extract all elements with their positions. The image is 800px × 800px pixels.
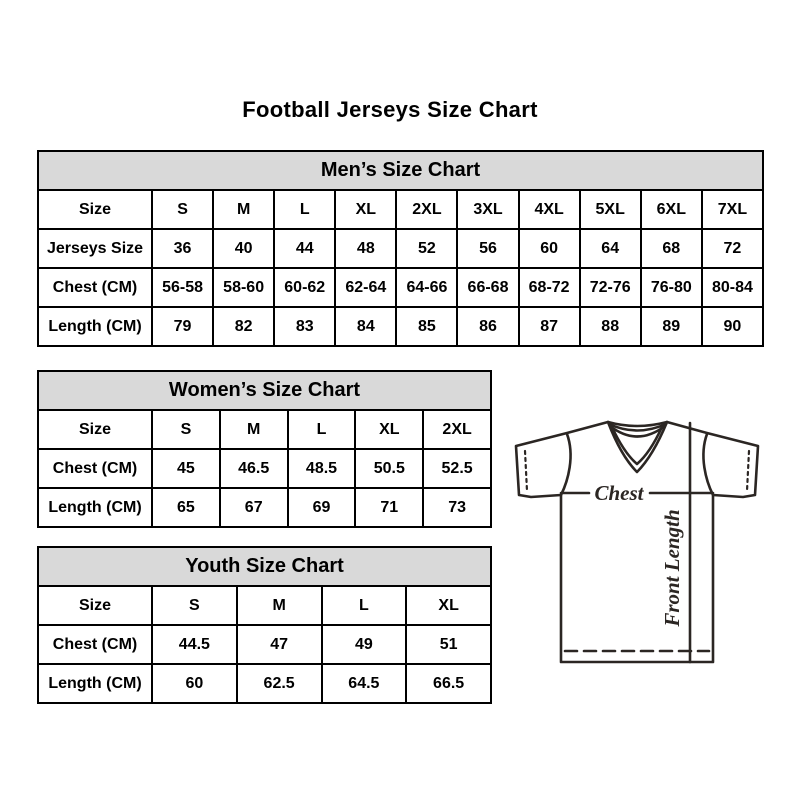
- youth-table-body: [38, 586, 491, 703]
- size-value-cell: 2XL: [396, 190, 457, 229]
- jersey-outline-graphic: [502, 411, 772, 681]
- row-label: Chest (CM): [38, 449, 152, 488]
- size-value-cell: XL: [406, 586, 491, 625]
- size-value-cell: 36: [152, 229, 213, 268]
- size-value-cell: 64: [580, 229, 641, 268]
- womens-table-title: Women’s Size Chart: [38, 371, 491, 410]
- size-value-cell: 58-60: [213, 268, 274, 307]
- size-value-cell: XL: [355, 410, 423, 449]
- womens-size-table: [37, 370, 492, 528]
- front-length-measure-label: Front Length: [660, 509, 684, 627]
- size-value-cell: 76-80: [641, 268, 702, 307]
- size-value-cell: 48: [335, 229, 396, 268]
- size-value-cell: 40: [213, 229, 274, 268]
- table-row: [38, 268, 763, 307]
- size-value-cell: 48.5: [288, 449, 356, 488]
- size-value-cell: L: [288, 410, 356, 449]
- table-header-row: [38, 151, 763, 190]
- table-header-row: [38, 547, 491, 586]
- youth-table-title: Youth Size Chart: [38, 547, 491, 586]
- size-value-cell: 72: [702, 229, 763, 268]
- size-value-cell: 56: [457, 229, 518, 268]
- size-value-cell: 87: [519, 307, 580, 346]
- table-header-row: [38, 371, 491, 410]
- row-label: Chest (CM): [38, 268, 152, 307]
- jersey-body-outline: [516, 422, 758, 662]
- size-value-cell: S: [152, 410, 220, 449]
- size-value-cell: 6XL: [641, 190, 702, 229]
- size-value-cell: 64.5: [322, 664, 407, 703]
- size-value-cell: 46.5: [220, 449, 288, 488]
- size-value-cell: S: [152, 586, 237, 625]
- size-value-cell: 52.5: [423, 449, 491, 488]
- size-value-cell: 66.5: [406, 664, 491, 703]
- size-value-cell: 66-68: [457, 268, 518, 307]
- table-row: [38, 488, 491, 527]
- size-value-cell: 62.5: [237, 664, 322, 703]
- size-value-cell: 2XL: [423, 410, 491, 449]
- row-label: Length (CM): [38, 664, 152, 703]
- size-value-cell: M: [237, 586, 322, 625]
- size-value-cell: 80-84: [702, 268, 763, 307]
- size-value-cell: 83: [274, 307, 335, 346]
- chest-measure-label: Chest: [594, 481, 644, 505]
- jersey-measurement-diagram: [502, 411, 772, 681]
- mens-table-body: [38, 190, 763, 346]
- size-value-cell: 60: [519, 229, 580, 268]
- size-value-cell: L: [322, 586, 407, 625]
- size-value-cell: 90: [702, 307, 763, 346]
- page-title: Football Jerseys Size Chart: [242, 97, 538, 122]
- row-label: Length (CM): [38, 488, 152, 527]
- row-label: Jerseys Size: [38, 229, 152, 268]
- size-value-cell: 52: [396, 229, 457, 268]
- table-row: [38, 410, 491, 449]
- size-value-cell: 7XL: [702, 190, 763, 229]
- size-value-cell: 73: [423, 488, 491, 527]
- size-value-cell: 69: [288, 488, 356, 527]
- size-value-cell: 82: [213, 307, 274, 346]
- size-value-cell: 86: [457, 307, 518, 346]
- size-value-cell: M: [220, 410, 288, 449]
- size-value-cell: XL: [335, 190, 396, 229]
- size-value-cell: 3XL: [457, 190, 518, 229]
- size-value-cell: M: [213, 190, 274, 229]
- size-value-cell: 45: [152, 449, 220, 488]
- size-value-cell: 51: [406, 625, 491, 664]
- size-value-cell: 72-76: [580, 268, 641, 307]
- size-value-cell: 47: [237, 625, 322, 664]
- table-row: [38, 190, 763, 229]
- youth-size-table: [37, 546, 492, 704]
- size-value-cell: 50.5: [355, 449, 423, 488]
- size-value-cell: S: [152, 190, 213, 229]
- table-row: [38, 664, 491, 703]
- size-value-cell: 88: [580, 307, 641, 346]
- size-value-cell: 71: [355, 488, 423, 527]
- table-row: [38, 229, 763, 268]
- row-label: Length (CM): [38, 307, 152, 346]
- size-value-cell: 5XL: [580, 190, 641, 229]
- size-value-cell: 65: [152, 488, 220, 527]
- row-label: Size: [38, 586, 152, 625]
- mens-size-table: [37, 150, 764, 347]
- row-label: Size: [38, 190, 152, 229]
- size-value-cell: 89: [641, 307, 702, 346]
- size-value-cell: 68-72: [519, 268, 580, 307]
- size-value-cell: 67: [220, 488, 288, 527]
- size-value-cell: 60-62: [274, 268, 335, 307]
- table-row: [38, 586, 491, 625]
- size-value-cell: 64-66: [396, 268, 457, 307]
- size-value-cell: 84: [335, 307, 396, 346]
- size-value-cell: 60: [152, 664, 237, 703]
- womens-table-body: [38, 410, 491, 527]
- row-label: Size: [38, 410, 152, 449]
- table-row: [38, 625, 491, 664]
- size-value-cell: 56-58: [152, 268, 213, 307]
- size-value-cell: 4XL: [519, 190, 580, 229]
- table-row: [38, 449, 491, 488]
- row-label: Chest (CM): [38, 625, 152, 664]
- size-value-cell: 44: [274, 229, 335, 268]
- size-value-cell: 49: [322, 625, 407, 664]
- size-value-cell: 62-64: [335, 268, 396, 307]
- mens-table-title: Men’s Size Chart: [38, 151, 763, 190]
- size-value-cell: 68: [641, 229, 702, 268]
- size-value-cell: 79: [152, 307, 213, 346]
- size-value-cell: 44.5: [152, 625, 237, 664]
- table-row: [38, 307, 763, 346]
- size-value-cell: L: [274, 190, 335, 229]
- size-value-cell: 85: [396, 307, 457, 346]
